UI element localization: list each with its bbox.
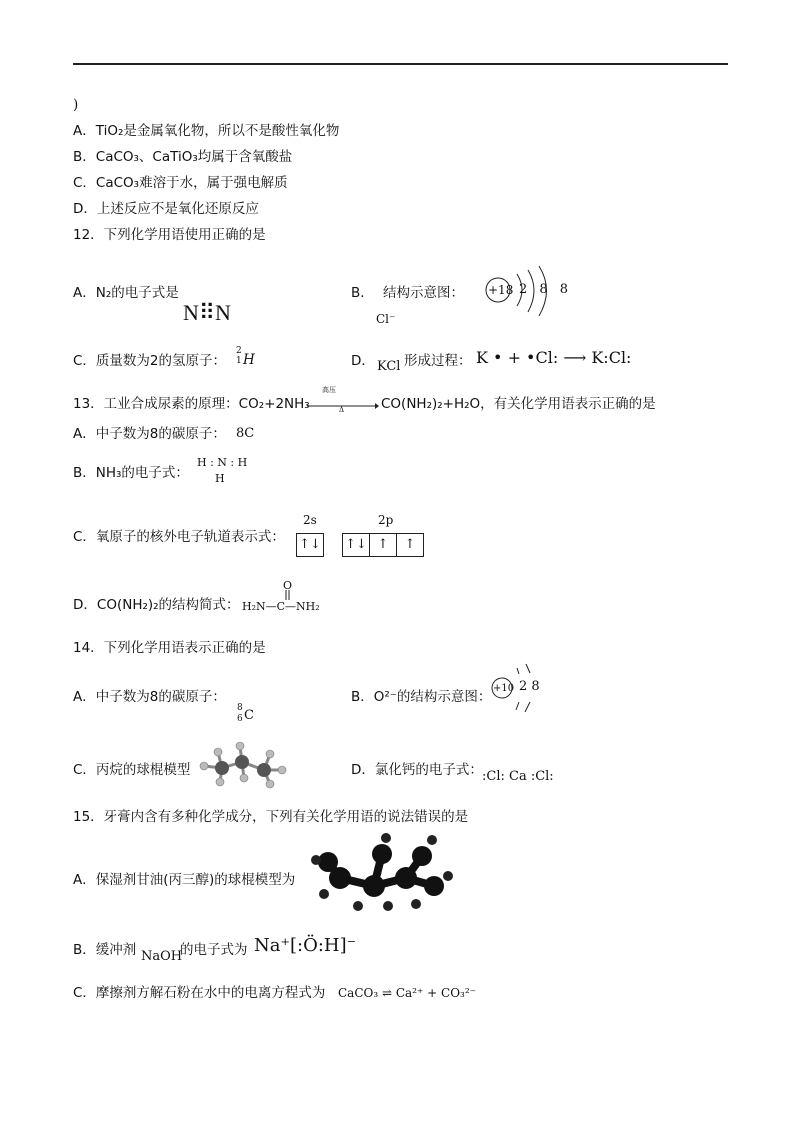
q12-option-c: C．质量数为2的氢原子： — [73, 353, 227, 369]
q12-d-kcl: KCl — [377, 359, 401, 374]
q13-c-orbital-2p — [342, 533, 424, 557]
q12-option-b-label: B． — [351, 285, 374, 301]
orbital-box: ↑ — [397, 533, 424, 557]
orbital-box: ↑ — [370, 533, 397, 557]
q12-c-mass: 2 — [236, 346, 242, 356]
q14-a-atomic: 6 — [237, 714, 243, 724]
q13-c-2p-label: 2p — [378, 513, 394, 527]
q13-b-formula-bottom: H — [215, 472, 225, 485]
q13-option-c: C．氧原子的核外电子轨道表示式： — [73, 529, 285, 545]
q14-option-b: B．O²⁻的结构示意图： — [351, 689, 492, 705]
q13-option-a: A．中子数为8的碳原子： — [73, 426, 226, 442]
q15-c-formula: CaCO₃ ⇌ Ca²⁺ + CO₃²⁻ — [338, 986, 476, 1000]
q11-option-b: B．CaCO₃、CaTiO₃均属于含氧酸盐 — [73, 149, 293, 165]
q14-option-a: A．中子数为8的碳原子： — [73, 689, 226, 705]
q12-option-d-label: D． — [351, 353, 375, 369]
q13-option-b: B．NH₃的电子式： — [73, 465, 189, 481]
q13-condition-top: 高压 — [322, 386, 336, 394]
q14-stem: 14．下列化学用语表示正确的是 — [73, 640, 266, 656]
q15-stem: 15．牙膏内含有多种化学成分，下列有关化学用语的说法错误的是 — [73, 809, 469, 825]
q11-option-a: A．TiO₂是金属氧化物，所以不是酸性氧化物 — [73, 123, 340, 139]
q14-a-symbol: C — [244, 708, 254, 723]
header-rule — [73, 63, 728, 65]
q14-b-shells: 2 8 — [519, 679, 540, 694]
q13-b-formula: H : N : H — [197, 456, 248, 469]
q12-b-nucleus: +18 — [488, 283, 514, 297]
q13-d-formula: H₂N—C—NH₂ — [242, 600, 320, 613]
q12-a-formula: N⠿N — [183, 300, 231, 325]
q14-b-nucleus: +10 — [493, 683, 515, 694]
q13-stem-b: CO(NH₂)₂+H₂O，有关化学用语表示正确的是 — [381, 396, 656, 412]
q14-a-mass: 8 — [237, 703, 243, 713]
q13-c-2s-label: 2s — [303, 513, 317, 527]
q12-stem: 12．下列化学用语使用正确的是 — [73, 227, 266, 243]
orbital-box: ↑↓ — [296, 533, 324, 557]
q15-option-a: A．保湿剂甘油(丙三醇)的球棍模型为 — [73, 872, 296, 888]
continuation-paren: ) — [73, 97, 79, 113]
q13-a-symbol: 8C — [236, 426, 255, 441]
q11-option-d: D．上述反应不是氧化还原反应 — [73, 201, 259, 217]
q13-c-orbital-2s — [296, 533, 324, 557]
q15-option-c: C．摩擦剂方解石粉在水中的电离方程式为 — [73, 985, 326, 1001]
q13-option-d: D．CO(NH₂)₂的结构简式： — [73, 597, 240, 613]
q13-condition-bottom: Δ — [339, 406, 345, 414]
q15-option-b-post: 的电子式为 — [180, 942, 248, 958]
q12-c-atomic: 1 — [236, 356, 242, 366]
q13-d-oxygen: O — [283, 579, 293, 592]
q12-option-d: 形成过程： — [404, 353, 472, 369]
orbital-box: ↑↓ — [342, 533, 370, 557]
q12-d-formula: K • + •Cl: ⟶ K:Cl: — [476, 348, 632, 367]
q12-option-a: A．N₂的电子式是 — [73, 285, 179, 301]
q11-option-c: C．CaCO₃难溶于水，属于强电解质 — [73, 175, 288, 191]
glycerol-ball-stick-model — [302, 834, 462, 914]
q15-option-b-pre: B．缓冲剂 — [73, 942, 137, 958]
propane-ball-stick-model — [198, 740, 290, 790]
q15-b-formula: Na⁺[:Ö:H]⁻ — [254, 935, 357, 956]
q12-b-ion: Cl⁻ — [376, 312, 396, 326]
q14-d-formula: :Cl: Ca :Cl: — [482, 769, 554, 784]
q14-option-d: D．氯化钙的电子式： — [351, 762, 483, 778]
q12-option-b: 结构示意图： — [383, 285, 464, 301]
q14-option-c: C．丙烷的球棍模型 — [73, 762, 191, 778]
q13-stem-a: 13．工业合成尿素的原理：CO₂+2NH₃ — [73, 396, 310, 412]
q12-b-shells: 2 8 8 — [519, 282, 569, 297]
q15-b-naoh: NaOH — [141, 949, 183, 964]
q12-c-symbol: H — [243, 352, 255, 368]
